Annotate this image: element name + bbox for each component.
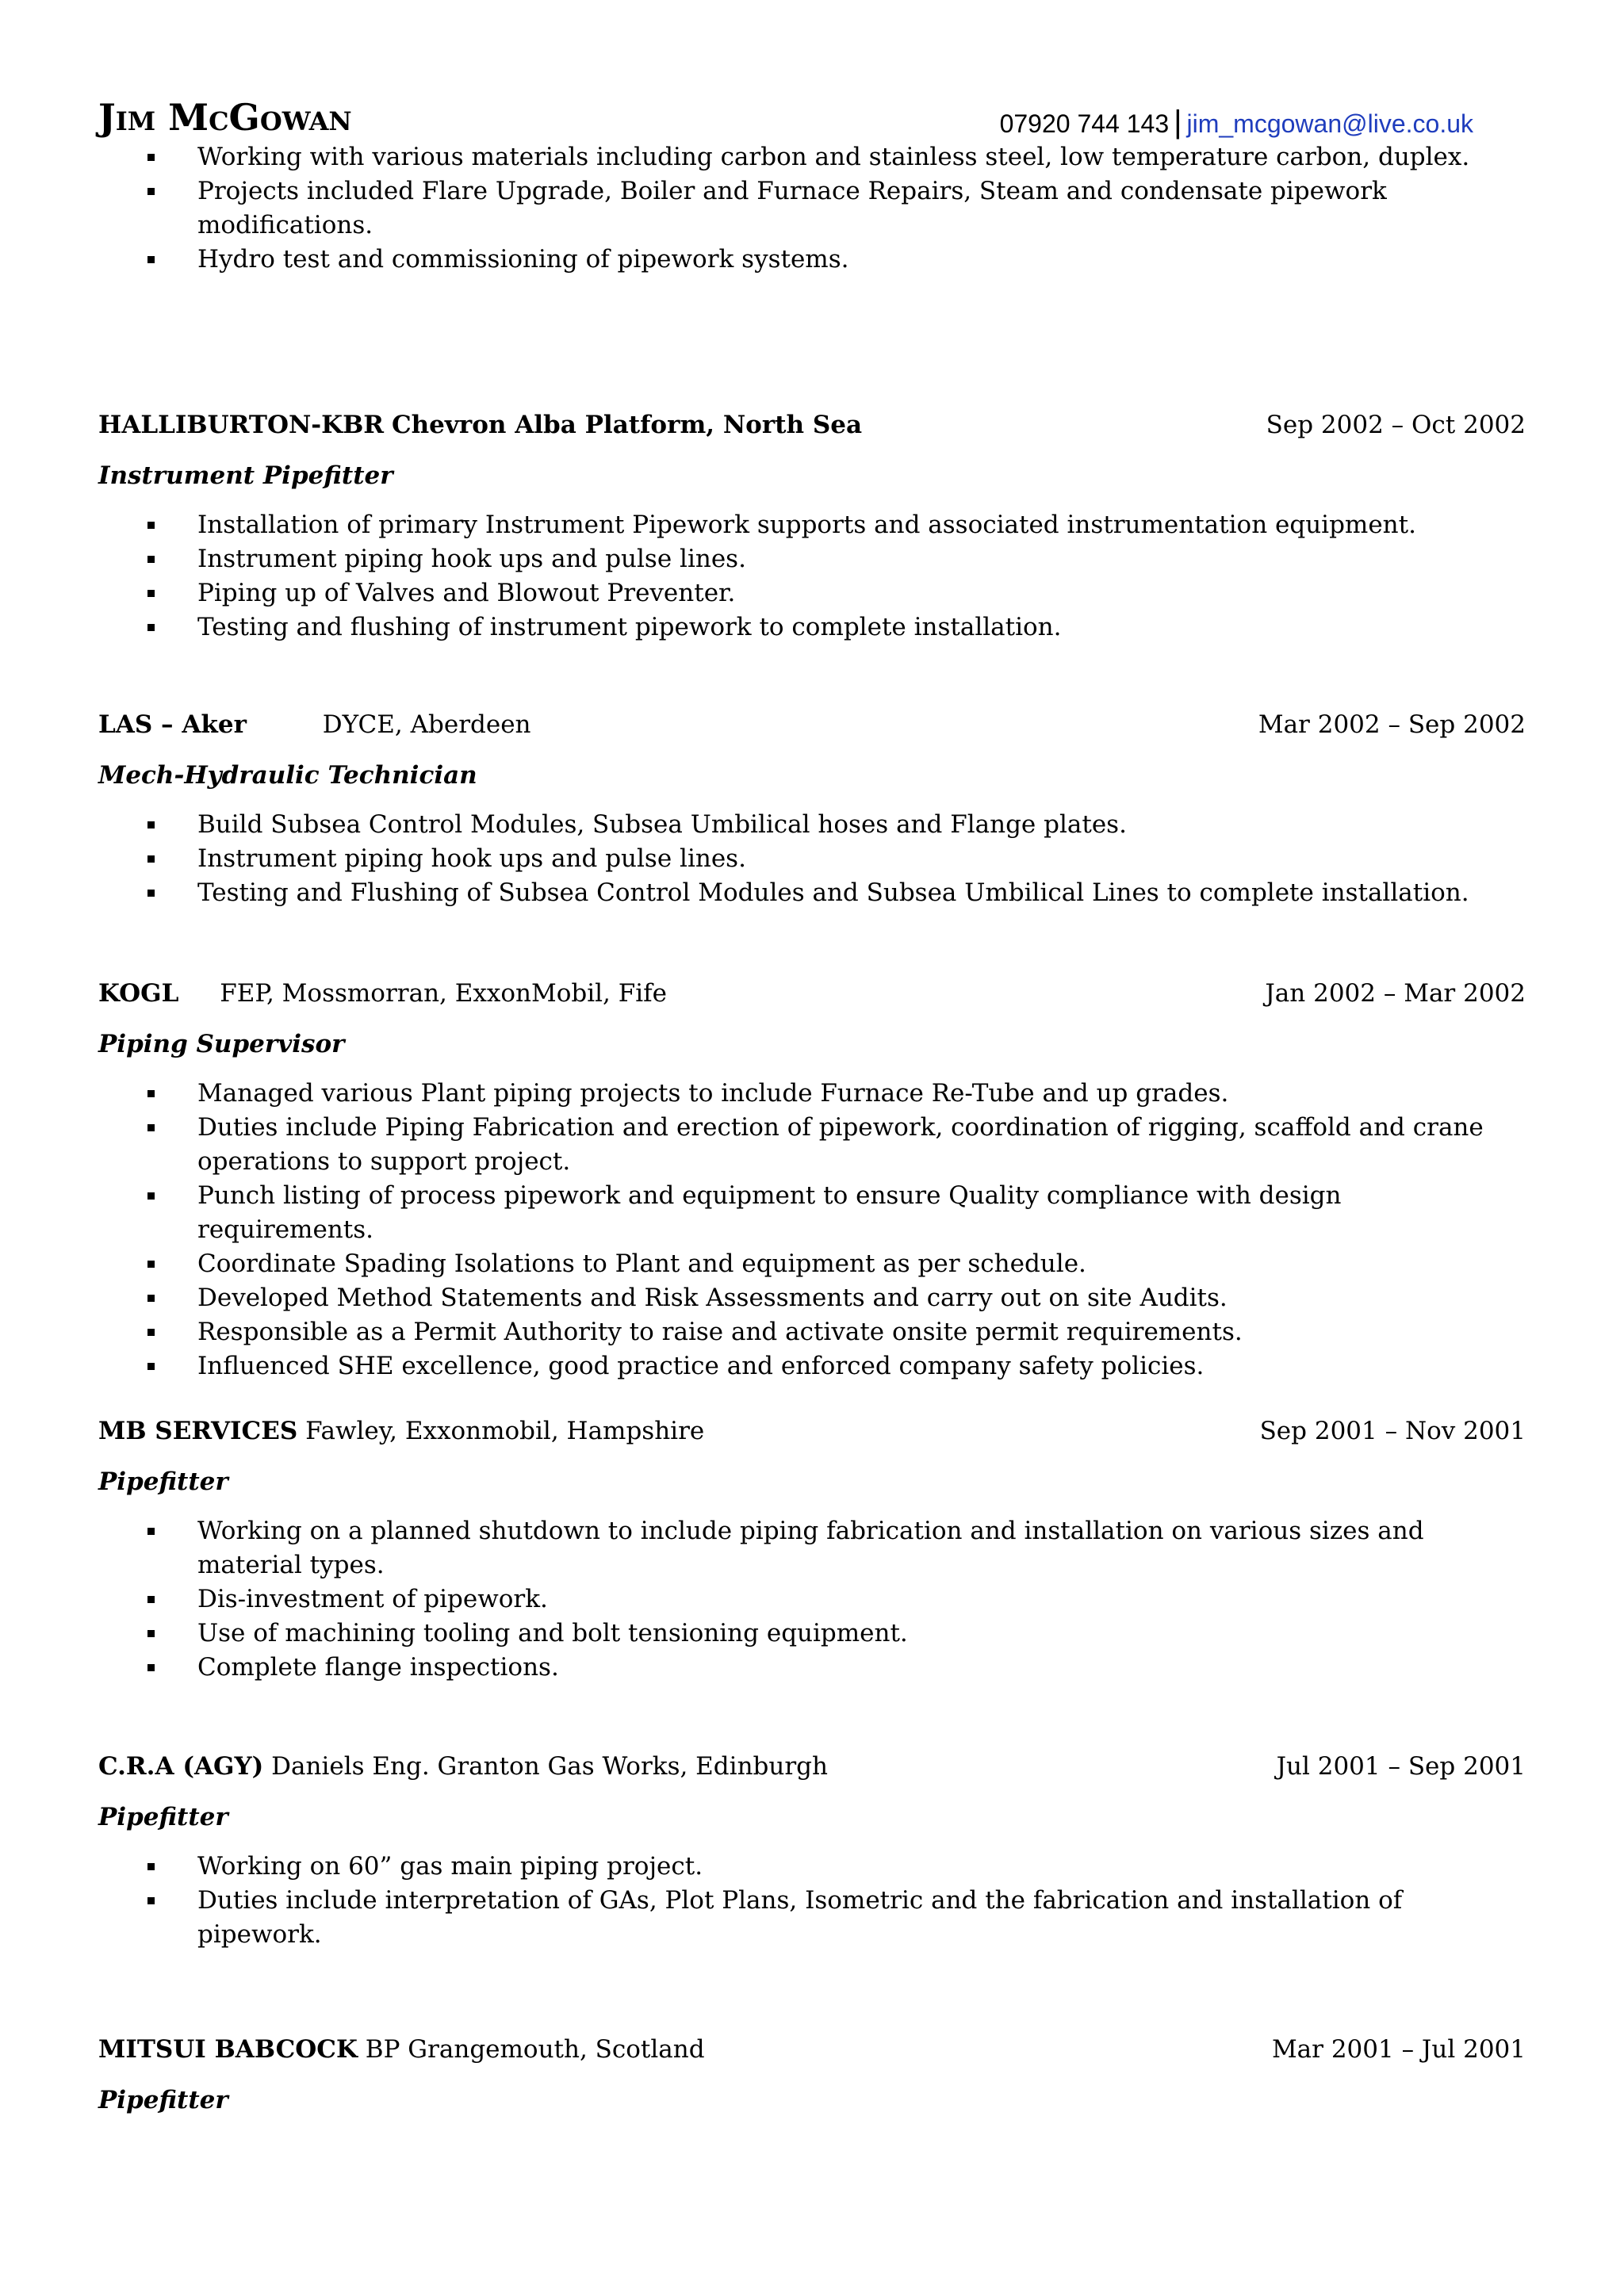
bullet-item: Use of machining tooling and bolt tensioning equipment.: [147, 1617, 1511, 1651]
candidate-name: Jim McGowan: [98, 96, 352, 139]
job-location: Chevron Alba Platform, North Sea: [391, 411, 863, 439]
job-dates: Mar 2001 – Jul 2001: [1271, 2035, 1526, 2064]
company-name: KOGL: [98, 979, 179, 1008]
job-bullet-list: [147, 1077, 1511, 1383]
bullet-item: Dis-investment of pipework.: [147, 1582, 1511, 1617]
job-dates: Mar 2002 – Sep 2002: [1258, 710, 1526, 739]
job-dates: Sep 2001 – Nov 2001: [1259, 1417, 1526, 1445]
job-role: Piping Supervisor: [98, 1030, 345, 1058]
bullet-item: Duties include Piping Fabrication and erection of pipework, coordination of rigging, scaffold and crane operations to support project.: [147, 1111, 1511, 1179]
bullet-item: Responsible as a Permit Authority to raise and activate onsite permit requirements.: [147, 1315, 1511, 1349]
job-bullet-list: [147, 1850, 1511, 1952]
job-role: Pipefitter: [98, 1468, 228, 1496]
company-name: C.R.A (AGY): [98, 1752, 264, 1781]
job-location: Fawley, Exxonmobil, Hampshire: [305, 1417, 705, 1445]
job-bullet-list: [147, 1514, 1511, 1685]
job-header: [98, 2035, 1526, 2064]
job-header: [98, 979, 1526, 1008]
job-dates: Jan 2002 – Mar 2002: [1265, 979, 1526, 1008]
bullet-item: Working on 60” gas main piping project.: [147, 1850, 1511, 1884]
bullet-item: Hydro test and commissioning of pipework systems.: [147, 243, 1511, 277]
bullet-item: Installation of primary Instrument Pipework supports and associated instrumentation equipment.: [147, 508, 1511, 542]
bullet-item: Piping up of Valves and Blowout Preventer.: [147, 576, 1511, 610]
job-header: [98, 1419, 1526, 1444]
job-header: [98, 710, 1526, 739]
company-name: HALLIBURTON-KBR: [98, 411, 385, 439]
job-bullet-list: [147, 808, 1511, 910]
bullet-item: Developed Method Statements and Risk Assessments and carry out on site Audits.: [147, 1281, 1511, 1315]
job-location: FEP, Mossmorran, ExxonMobil, Fife: [220, 979, 668, 1008]
job-header: [98, 413, 1526, 438]
contact-line: [1000, 106, 1473, 138]
job-dates: Jul 2001 – Sep 2001: [1276, 1752, 1526, 1781]
job-location: DYCE, Aberdeen: [322, 710, 531, 739]
job-location: Daniels Eng. Granton Gas Works, Edinburgh: [271, 1752, 828, 1781]
job-role: Instrument Pipefitter: [98, 461, 393, 490]
bullet-item: Projects included Flare Upgrade, Boiler and Furnace Repairs, Steam and condensate pipework modifications.: [147, 174, 1511, 243]
bullet-item: Punch listing of process pipework and equipment to ensure Quality compliance with design requirements.: [147, 1179, 1511, 1247]
job-dates: Sep 2002 – Oct 2002: [1266, 411, 1526, 439]
bullet-item: Working on a planned shutdown to include piping fabrication and installation on various sizes and material types.: [147, 1514, 1511, 1582]
job-role: Mech-Hydraulic Technician: [98, 761, 477, 790]
company-name: MB SERVICES: [98, 1417, 298, 1445]
job-bullet-list: [147, 508, 1511, 645]
job-location: BP Grangemouth, Scotland: [365, 2035, 705, 2064]
bullet-item: Testing and Flushing of Subsea Control Modules and Subsea Umbilical Lines to complete installation.: [147, 876, 1511, 910]
email-link[interactable]: jim_mcgowan@live.co.uk: [1186, 109, 1473, 138]
job-role: Pipefitter: [98, 2086, 228, 2114]
contact-separator: |: [1174, 105, 1182, 140]
job-header: [98, 1752, 1526, 1781]
company-name: MITSUI BABCOCK: [98, 2035, 358, 2064]
bullet-item: Influenced SHE excellence, good practice and enforced company safety policies.: [147, 1349, 1511, 1383]
bullet-item: Working with various materials including carbon and stainless steel, low temperature carbon, duplex.: [147, 140, 1511, 174]
bullet-item: Instrument piping hook ups and pulse lines.: [147, 842, 1511, 876]
bullet-item: Duties include interpretation of GAs, Plot Plans, Isometric and the fabrication and installation of pipework.: [147, 1884, 1511, 1952]
phone-number: 07920 744 143: [999, 109, 1170, 138]
bullet-item: Managed various Plant piping projects to include Furnace Re-Tube and up grades.: [147, 1077, 1511, 1111]
bullet-item: Complete flange inspections.: [147, 1651, 1511, 1685]
bullet-item: Testing and flushing of instrument pipework to complete installation.: [147, 610, 1511, 645]
bullet-item: Instrument piping hook ups and pulse lines.: [147, 542, 1511, 576]
continued-bullet-list: [147, 140, 1511, 277]
bullet-item: Coordinate Spading Isolations to Plant and equipment as per schedule.: [147, 1247, 1511, 1281]
bullet-item: Build Subsea Control Modules, Subsea Umbilical hoses and Flange plates.: [147, 808, 1511, 842]
company-name: LAS – Aker: [98, 710, 247, 739]
job-role: Pipefitter: [98, 1803, 228, 1831]
